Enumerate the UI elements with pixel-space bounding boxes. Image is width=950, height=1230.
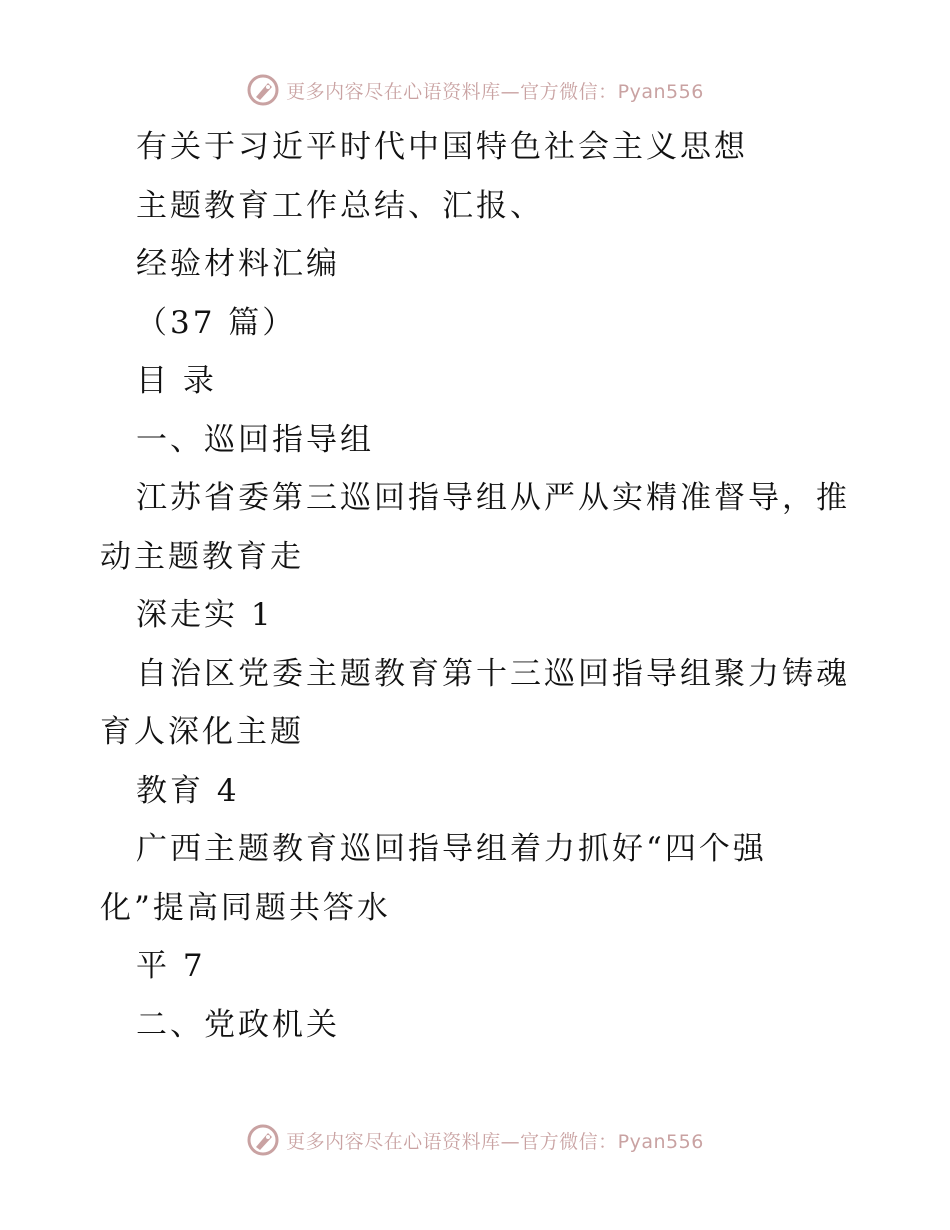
toc-section-2: 二、党政机关	[136, 1006, 340, 1043]
toc-entry-1-line-3: 深走实 1	[136, 597, 274, 633]
toc-entry-1-line-1: 江苏省委第三巡回指导组从严从实精准督导，推	[136, 480, 850, 516]
document-body	[100, 118, 860, 1054]
footer-banner-text: 更多内容尽在心语资料库—官方微信：Pyan556	[286, 1130, 704, 1153]
title-line-3: 经验材料汇编	[136, 246, 340, 282]
toc-entry-3-line-3: 平 7	[136, 948, 206, 984]
toc-entry-2-line-1: 自治区党委主题教育第十三巡回指导组聚力铸魂	[136, 655, 850, 692]
footer-banner	[0, 1120, 950, 1160]
toc-section-1: 一、巡回指导组	[136, 421, 374, 458]
header-banner-text: 更多内容尽在心语资料库—官方微信：Pyan556	[286, 80, 704, 103]
toc-entry-2-line-2: 育人深化主题	[100, 714, 304, 750]
toc-heading: 目 录	[136, 363, 217, 399]
pen-nib-logo-icon	[246, 73, 280, 107]
toc-entry-3-line-2: 化”提高同题共答水	[100, 889, 391, 926]
header-banner	[0, 70, 950, 110]
pen-nib-logo-icon	[246, 1123, 280, 1157]
toc-entry-2-line-3: 教育 4	[136, 772, 240, 809]
toc-entry-3-line-1: 广西主题教育巡回指导组着力抓好“四个强	[136, 831, 767, 867]
toc-entry-1-line-2: 动主题教育走	[100, 538, 304, 575]
article-count: （37 篇）	[136, 304, 297, 341]
title-line-1: 有关于习近平时代中国特色社会主义思想	[136, 129, 748, 165]
title-line-2: 主题教育工作总结、汇报、	[136, 187, 544, 224]
